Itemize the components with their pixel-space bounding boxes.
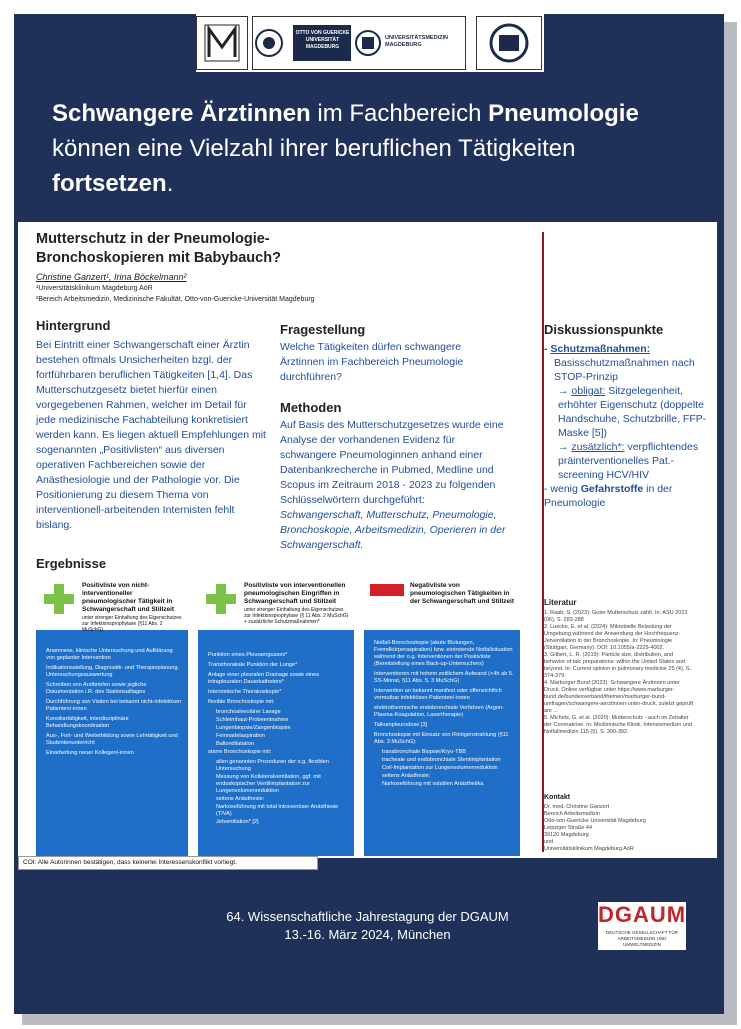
list-item: Indikationsstellung, Diagnostik- und Therapieplanung, Untersuchungsauswertung	[46, 665, 179, 678]
fragestellung-text: Welche Tätigkeiten dürfen schwangere Ärztinnen im Fachbereich Pneumologie durchführen?	[280, 341, 464, 383]
sub-list-item: seitens Anästhesie:	[382, 773, 431, 779]
university-logo	[252, 16, 466, 70]
headline-bold-1: Schwangere Ärztinnen	[52, 100, 311, 127]
authors: Christine Ganzert¹, Irina Böckelmann²	[36, 272, 187, 282]
sub-list-item: Schleimhaut-Probeentnahme	[216, 717, 289, 723]
literatur-item: 5. Michels, G. et al. (2020): Mutterschutz - auch im Zeitalter der Coronakrise. In: Medizinische Klinik, Intensivmedizin und Notfallmedizin 115 (5), S. 390-392.	[544, 715, 692, 735]
diskussion-p1-text: Basisschutzmaßnahmen nach STOP-Prinzip	[554, 357, 695, 383]
affiliation-1: ¹Universitätsklinikum Magdeburg AöR	[36, 285, 153, 292]
sub-list-item: Messung von Kollateralventilation, ggf. mit endoskopischer Ventilimplantation zur Lungenvolumenreduktion	[216, 774, 321, 794]
kontakt-line: Dr. med. Christine Ganzert	[544, 804, 610, 810]
dgaum-logo-subtitle: DEUTSCHE GESELLSCHAFT FÜR ARBEITSMEDIZIN UND UMWELTMEDIZIN	[606, 930, 678, 947]
diskussion-p1-label: Schutzmaßnahmen:	[550, 343, 651, 355]
diskussion-p1a-text: Sitzgelegenheit, erhöhter Eigenschutz (doppelte Handschuhe, Schutzbrille, FFP-Maske [5])	[558, 385, 707, 439]
list-item: Intervention an bekannt manifest oder offensichtlich vermutbar infektiösen Patienten/-innen	[374, 688, 502, 701]
kontakt-line: Otto-von-Guericke Universität Magdeburg	[544, 818, 646, 824]
card-subtitle: unter strenger Einhaltung des Eigenschutzes zur Infektionsprophylaxe (§11 Abs. 2 MuSchG)	[82, 615, 182, 633]
dgaum-logo	[598, 902, 686, 950]
diskussion-p2-pre: - wenig	[544, 483, 581, 495]
sub-list-item: Feinnadelaspiration	[216, 733, 265, 739]
coi-statement: COI: Alle Autorinnen bestätigen, dass keinerlei Interessenskonflikt vorliegt.	[18, 856, 318, 870]
sub-list-item: seitens Anästhesie:	[216, 796, 265, 802]
dgaum-logo-text: DGAUM	[598, 902, 687, 927]
medicine-logo-text: UNIVERSITÄTSMEDIZIN MAGDEBURG	[385, 35, 448, 48]
diskussion-p1b-text: verpflichtendes präinterventionelles Pat.-screening HCV/HIV	[558, 441, 699, 481]
card-title-text: Negativliste von pneumologischen Tätigkeiten in der Schwangerschaft und Stillzeit	[410, 582, 515, 605]
kontakt-line: und	[544, 839, 554, 845]
headline-bold-3: fortsetzen	[52, 170, 167, 197]
positive-list-card-2	[198, 578, 354, 856]
list-item: Talkumpleurodese [3]	[374, 722, 428, 728]
negative-list-card	[364, 578, 520, 856]
sub-list-item: Narkoseführung mit total intravenöser Anästhesie (TIVA)	[216, 804, 339, 817]
diskussion-p1b-label: zusätzlich*:	[571, 441, 625, 453]
sub-list-item: tracheale und endobronchiale Stentimplantation	[382, 757, 501, 763]
list-item: elektrothermische endobronchiale Verfahren (Argon-Plasma-Koagulation, Lasertherapie)	[374, 705, 504, 718]
methoden-description: Auf Basis des Mutterschutzgesetzes wurde eine Analyse der vorhandenen Evidenz für schwangere Pneumologinnen anhand einer Datenbankrecherche in Pubmed, Medline und Scopus im Zeitraum 2018 - 2023 zu folgenden Schlüsselwörtern durchgeführt:	[280, 419, 504, 506]
plus-icon	[44, 584, 74, 614]
diskussion-heading: Diskussionspunkte	[544, 322, 664, 337]
ergebnisse-heading: Ergebnisse	[36, 556, 107, 571]
card-title-text: Positivliste von interventionellen pneumologischen Eingriffen in Schwangerschaft und Stillzeit	[244, 582, 346, 605]
kontakt-line: Universitätsklinikum Magdeburg AöR	[544, 846, 634, 852]
diskussion-p2-post: in der Pneumologie	[544, 483, 673, 509]
sub-list-item: bronchoalveolärer Lavage	[216, 709, 281, 715]
card-header	[364, 578, 520, 630]
card-list	[208, 652, 348, 827]
kontakt-line: 39120 Magdeburg	[544, 832, 589, 838]
card-title-text: Positivliste von nicht-interventioneller pneumologischer Tätigkeit in Schwangerschaft und Stillzeit	[82, 582, 175, 613]
minus-icon	[370, 584, 404, 596]
university-logo-text: OTTO VON GUERICKE UNIVERSITÄT MAGDEBURG	[295, 30, 350, 50]
sub-list-item: Lungenbiopsie/Zangenbiopsie	[216, 725, 291, 731]
literatur-item: 3. Gilbert, L. R. (2019): Particle size, distribution, and behavior of talc preparations: within the United States and beyond. In: Current opinion in pulmonary medicine 25 (4), S. 374-379.	[544, 652, 692, 679]
list-item: starre Bronchoskopie mit:	[208, 749, 272, 755]
card-title	[410, 582, 516, 606]
diskussion-p1a-label: obligat:	[571, 385, 606, 397]
plus-icon	[206, 584, 236, 614]
headline-line-2: können eine Vielzahl ihrer beruflichen Tätigkeiten	[52, 135, 576, 162]
headline-text-1: im Fachbereich	[310, 100, 489, 127]
kontakt-heading: Kontakt	[544, 794, 571, 801]
list-item: Interventionen mit hohem zeitlichem Aufwand (<4h ab 5. SS-Monat, §11 Abs. 5, 3 MuSchG)	[374, 671, 514, 684]
fragestellung-heading: Fragestellung	[280, 322, 366, 337]
card-list	[46, 648, 182, 760]
hintergrund-heading: Hintergrund	[36, 318, 111, 333]
kontakt-line: Bereich Arbeitsmedizin	[544, 811, 600, 817]
sub-list-item: allen genannten Prozeduren der o.g. flexiblen Untersuchung	[216, 759, 329, 772]
card-header	[36, 578, 188, 633]
seal-logo	[476, 16, 542, 70]
logo-strip	[196, 14, 544, 72]
positive-list-card-1	[36, 578, 188, 856]
headline-period: .	[166, 170, 174, 197]
list-item: Durchführung von Visiten bei bekannt nicht-infektiösen Patienten/-innen	[46, 699, 182, 712]
sub-list-item: transbronchiale Biopsie/Kryo-TBB	[382, 749, 466, 755]
diskussion-body: - Schutzmaßnahmen: Basisschutzmaßnahmen nach STOP-Prinzip → obligat: Sitzgelegenheit, erhöhter Eigenschutz (doppelte Handschuhe, Schutzbrille, FFP-Maske [5]) → zusätzlich*: verpflichtendes präinterventionelles Pat.-screening HCV/HIV - wenig Gefahrstoffe in der Pneumologie	[544, 342, 712, 510]
list-item: Punktion eines Pleuraergusses*	[208, 652, 288, 658]
literatur-item: 1. Raab, S. (2023): Guter Mutterschutz zählt. In: ASU 2023 (06), S. 283-288	[544, 610, 688, 623]
literatur-heading: Literatur	[544, 598, 577, 607]
arrow-right-icon: →	[558, 441, 569, 453]
hintergrund-text: Bei Eintritt einer Schwangerschaft einer Ärztin bestehen oftmals Unsicherheiten bzgl. der fortführbaren beruflichen Tätigkeiten [1,4]. Das Mutterschutzgesetz bietet hierfür einen vorgegebenen Rahmen, welcher im Detail für jede medizinische Fachabteilung konkretisiert werden kann. Es liegen aktuell Empfehlungen mit sogenannten „Positivlisten“ aus diversen operativen Fachbereichen sowie der Anästhesiologie und der Pathologie vor. Die Positionierung zu diesem Thema von interventionell-arbeitenden Internisten fehlt bislang.	[36, 339, 266, 531]
arrow-right-icon: →	[558, 385, 569, 397]
list-item: Bronchoskopie mit Einsatz von Röntgenstrahlung (§11 Abs. 3 MuSchG):	[374, 732, 509, 745]
list-item: Notfall-Bronchoskopie (akute Blutungen, Fremdkörperaspiration) bzw. eintretende Notfallsituation während der o.g. Interventionen der Positivliste (Bereitstellung eines Back-up-Untersuchers)	[374, 640, 513, 667]
sub-list-item: Ballondilatation	[216, 741, 254, 747]
card-subtitle: unter strenger Einhaltung des Eigenschutzes zur Infektionsprophylaxe (§ 11 Abs. 2 MuSchG) + zusätzliche Schutzmaßnahmen*	[244, 607, 349, 625]
list-item: flexible Bronchoskopie mit:	[208, 699, 275, 705]
list-item: Einarbeitung neuer Kollegen/-innen	[46, 750, 134, 756]
paper-title: Mutterschutz in der Pneumologie- Bronchoskopieren mit Babybauch?	[36, 231, 281, 266]
kontakt-block	[544, 804, 694, 853]
list-item: Anlage einer pleuralen Drainage sowie eines intrapleuralen Dauerkatheters*	[208, 672, 320, 685]
list-item: Anamnese, klinische Untersuchung und Aufklärung von geplanter Intervention	[46, 648, 173, 661]
methoden-keywords: Schwangerschaft, Mutterschutz, Pneumologie, Bronchoskopie, Arbeitsmedizin, Operieren in der Schwangerschaft.	[280, 509, 506, 551]
methoden-heading: Methoden	[280, 400, 342, 415]
kontakt-line: Leipziger Straße 44	[544, 825, 592, 831]
list-item: Aus-, Fort- und Weiterbildung sowie Lehrtätigkeit und Studentenunterricht	[46, 733, 178, 746]
sub-list-item: Narkoseführung mit volatilen Anästhetika	[382, 781, 484, 787]
list-item: Schreiben von Arztbriefen sowie jegliche Dokumentation i.R. des Stationsalltages	[46, 682, 147, 695]
list-item: Internistische Thorakoskopie*	[208, 689, 282, 695]
literatur-item: 4. Marburger Bund (2023): Schwangere Ärztinnen unter Druck. Online verfügbar unter https://www.marburger-bund.de/bundesverband/themen/marburger-bund-umfragen/schwangere-aerztinnen-unter-druck, zuletzt geprüft am ...	[544, 680, 694, 714]
diskussion-p2-bold: Gefahrstoffe	[580, 483, 644, 495]
literatur-item: 2. Luecke, E. et al. (2024): Mikrobielle Belastung der Umgebung während der Anwendung der Hochfrequenz-Jetventilation in der Bronchoskopie. In: Pneumologie (Stuttgart, Germany). DOI: 10.1055/a-2229-4002.	[544, 624, 681, 651]
headline	[52, 96, 692, 201]
card-header	[198, 578, 354, 630]
conference-date: 13.-16. März 2024, München	[284, 927, 451, 942]
sub-list-item: Coil-Implantation zur Lungenvolumenreduktion	[382, 765, 498, 771]
list-item: Konsiliartätigkeit, interdisziplinäre Behandlungskoordination	[46, 716, 129, 729]
card-title	[244, 582, 350, 625]
content-area	[18, 222, 717, 858]
art-logo	[196, 16, 248, 70]
affiliation-2: ²Bereich Arbeitsmedizin, Medizinische Fakultät, Otto-von-Guericke-Universität Magdeburg	[36, 296, 315, 303]
sub-list-item: Jetventilation* [2]	[216, 819, 259, 825]
headline-bold-2: Pneumologie	[488, 100, 639, 127]
card-title	[82, 582, 184, 633]
card-list	[374, 640, 514, 789]
methoden-text	[280, 418, 510, 553]
literatur-list	[544, 610, 694, 736]
conference-title: 64. Wissenschaftliche Jahrestagung der DGAUM	[226, 909, 509, 924]
list-item: Transthorakale Punktion der Lunge*	[208, 662, 298, 668]
